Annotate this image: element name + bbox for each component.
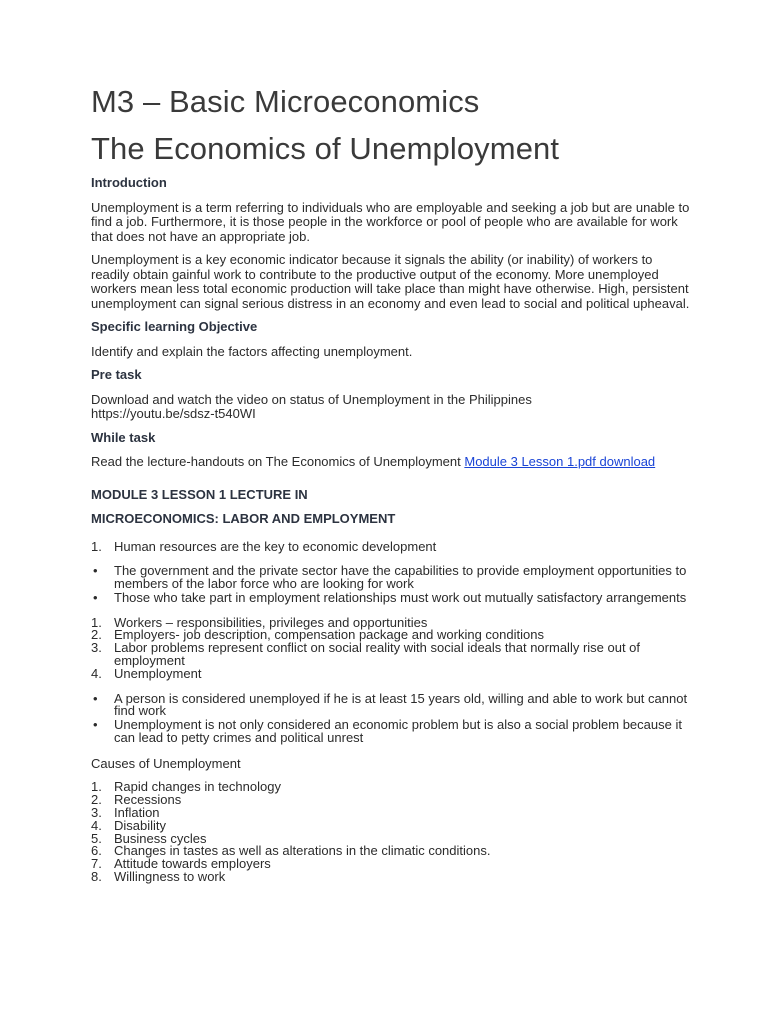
list-item <box>91 868 691 884</box>
list-item-text: Human resources are the key to economic development <box>114 538 437 554</box>
pretask-url: https://youtu.be/sdsz-t540WI <box>91 406 256 421</box>
whiletask-text: Read the lecture-handouts on The Economics of Unemployment <box>91 454 465 469</box>
list-item-text: Rapid changes in technology <box>114 779 281 795</box>
list-item <box>91 538 691 554</box>
pretask-heading: Pre task <box>91 367 142 382</box>
list-item-text: Inflation <box>114 804 160 820</box>
list-item <box>91 565 691 591</box>
list-item <box>91 719 691 745</box>
document-subtitle: The Economics of Unemployment <box>91 131 560 166</box>
list-marker: 2. <box>91 627 102 643</box>
list-item-text: Changes in tastes as well as alterations in the climatic conditions. <box>114 843 491 859</box>
module-download-link[interactable]: Module 3 Lesson 1.pdf download <box>464 454 656 469</box>
bullets1 <box>91 565 691 604</box>
list-item <box>91 804 691 820</box>
list-item-text: Recessions <box>114 792 182 808</box>
lecture-heading-2: MICROECONOMICS: LABOR AND EMPLOYMENT <box>91 511 396 526</box>
list-item-text: Unemployment <box>114 665 202 681</box>
list-marker: • <box>93 717 98 733</box>
list-item-text: Willingness to work <box>114 868 226 884</box>
list-marker: 7. <box>91 856 102 872</box>
list-item <box>91 665 691 681</box>
intro-paragraph-1: Unemployment is a term referring to individuals who are employable and seeking a job but are unable to find a job. Furthermore, it is those people in the workforce or pool of people who are available for work that does not have an appropriate job. <box>91 199 690 244</box>
list-item <box>91 690 691 719</box>
intro-paragraph-2: Unemployment is a key economic indicator because it signals the ability (or inability) of workers to readily obtain gainful work to contribute to the productive output of the economy. More unemployed workers mean less total economic production will take place than might have otherwise. High, persistent unemployment can signal serious distress in an economy and even lead to social and political upheaval. <box>91 252 690 311</box>
list-item-text: The government and the private sector have the capabilities to provide employment opportunities to members of the labor force who are looking for work <box>114 563 687 592</box>
introduction-heading: Introduction <box>91 175 167 190</box>
list-item-text: A person is considered unemployed if he is at least 15 years old, willing and able to work but cannot find work <box>114 690 688 719</box>
lecture-heading-1: MODULE 3 LESSON 1 LECTURE IN <box>91 486 308 502</box>
document-title: M3 – Basic Microeconomics <box>91 84 480 119</box>
list-marker: 1. <box>91 614 102 630</box>
list-item <box>91 794 691 807</box>
list-item-text: Unemployment is not only considered an economic problem but is also a social problem because it can lead to petty crimes and political unrest <box>114 717 682 746</box>
causes-list <box>91 781 691 883</box>
list-item-text: Business cycles <box>114 830 207 846</box>
list-marker: 4. <box>91 665 102 681</box>
list-item <box>91 589 691 605</box>
list-item-text: Labor problems represent conflict on social reality with social ideals that normally rise out of employment <box>114 640 641 669</box>
pretask-text: Download and watch the video on status of Unemployment in the Philippines <box>91 391 532 407</box>
whiletask-paragraph <box>91 455 691 470</box>
list-marker: 2. <box>91 792 102 808</box>
list-marker: 5. <box>91 830 102 846</box>
pretask-paragraph <box>91 393 691 422</box>
list-marker: • <box>93 589 98 605</box>
objective-text: Identify and explain the factors affecting unemployment. <box>91 343 413 359</box>
list-marker: 6. <box>91 843 102 859</box>
list-item-text: Disability <box>114 817 167 833</box>
list-marker: • <box>93 563 98 579</box>
list-marker: 1. <box>91 779 102 795</box>
list-marker: 3. <box>91 640 102 656</box>
list-item-text: Workers – responsibilities, privileges and opportunities <box>114 614 428 630</box>
list-item-text: Those who take part in employment relationships must work out mutually satisfactory arrangements <box>114 589 687 605</box>
list2 <box>91 614 691 681</box>
list-marker: 3. <box>91 804 102 820</box>
bullets2 <box>91 690 691 746</box>
list1 <box>91 538 691 554</box>
list-marker: 8. <box>91 868 102 884</box>
document-body <box>91 176 691 896</box>
list-marker: • <box>93 690 98 706</box>
list-marker: 4. <box>91 817 102 833</box>
whiletask-heading: While task <box>91 429 156 445</box>
objective-heading: Specific learning Objective <box>91 319 258 334</box>
list-item-text: Employers- job description, compensation package and working conditions <box>114 627 544 643</box>
causes-heading: Causes of Unemployment <box>91 755 241 771</box>
list-item-text: Attitude towards employers <box>114 856 271 872</box>
list-item <box>91 642 691 668</box>
list-marker: 1. <box>91 538 102 554</box>
